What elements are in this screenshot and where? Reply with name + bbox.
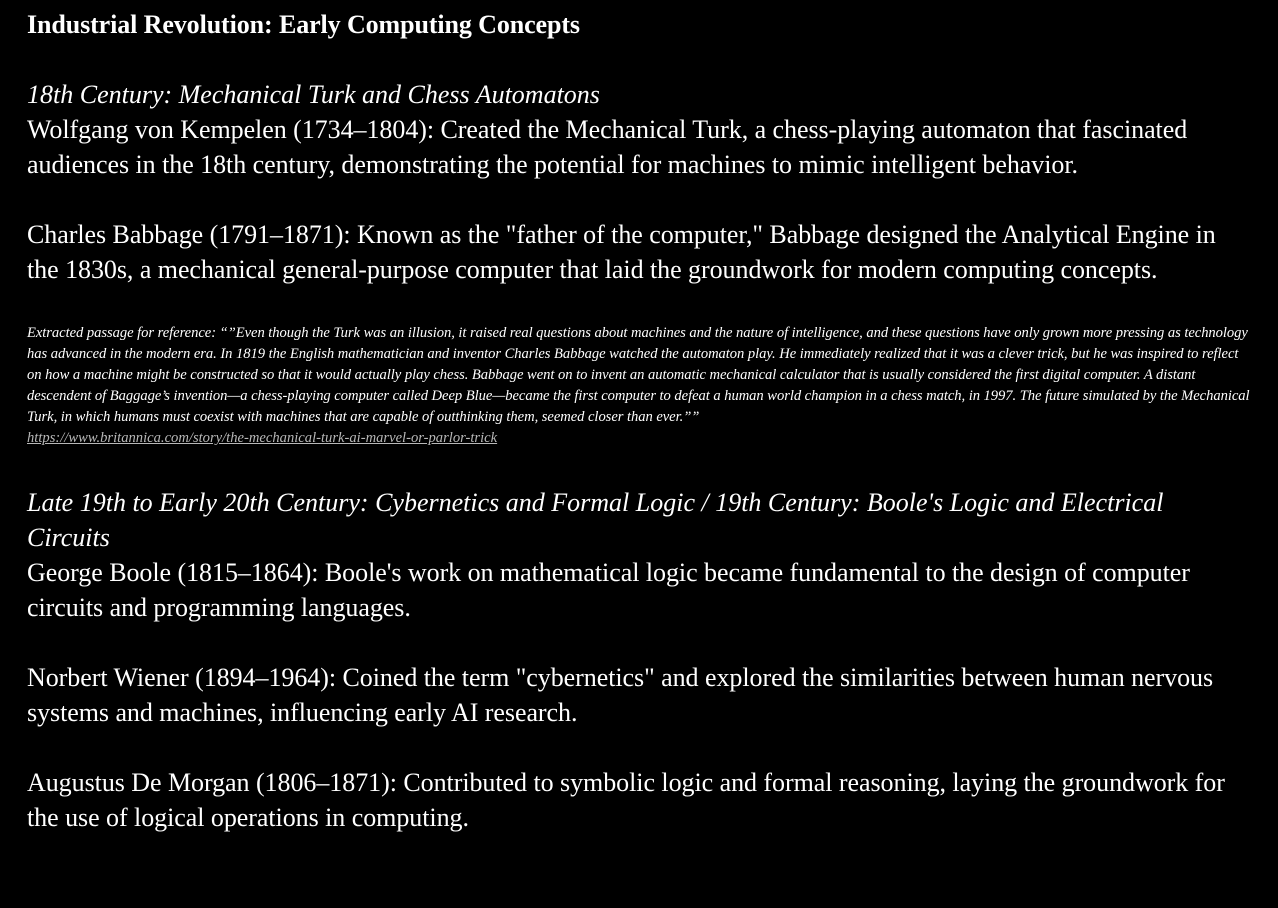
spacer: [27, 730, 1251, 765]
entry-de-morgan: Augustus De Morgan (1806–1871): Contributed to symbolic logic and formal reasoning, laying the groundwork for the use of logical operations in computing.: [27, 768, 1225, 833]
entry-wiener: Norbert Wiener (1894–1964): Coined the term "cybernetics" and explored the similarities between human nervous systems and machines, influencing early AI research.: [27, 663, 1214, 728]
entry-babbage: Charles Babbage (1791–1871): Known as the "father of the computer," Babbage designed the Analytical Engine in the 1830s, a mechanical general-purpose computer that laid the groundwork for modern computing concepts.: [27, 220, 1216, 284]
entry-von-kempelen: Wolfgang von Kempelen (1734–1804): Created the Mechanical Turk, a chess-playing automaton that fascinated audiences in the 18th century, demonstrating the potential for machines to mimic intelligent behavior.: [27, 115, 1188, 179]
spacer: [27, 449, 1251, 485]
section-heading-18th-century: 18th Century: Mechanical Turk and Chess Automatons: [27, 80, 600, 109]
reference-excerpt: Extracted passage for reference: “”Even though the Turk was an illusion, it raised real questions about machines and the nature of intelligence, and these questions have only grown more pressing as technology has advanced in the modern era. In 1819 the English mathematician and inventor Charles Babbage watched the automaton play. He immediately realized that it was a clever trick, but he was inspired to reflect on how a machine might be constructed so that it would actually play chess. Babbage went on to invent an automatic mechanical calculator that is usually considered the first digital computer. A distant descendent of Baggage’s invention—a chess-playing computer called Deep Blue—became the first computer to defeat a human world champion in a chess match, in 1997. The future simulated by the Mechanical Turk, in which humans must coexist with machines that are capable of outthinking them, seemed closer than ever.””: [27, 325, 1250, 426]
spacer: [27, 287, 1251, 323]
entry-boole: George Boole (1815–1864): Boole's work on mathematical logic became fundamental to the design of computer circuits and programming languages.: [27, 558, 1190, 623]
spacer: [27, 42, 1251, 77]
spacer: [27, 625, 1251, 660]
spacer: [27, 182, 1251, 217]
page-title: Industrial Revolution: Early Computing Concepts: [27, 10, 580, 39]
reference-link[interactable]: https://www.britannica.com/story/the-mechanical-turk-ai-marvel-or-parlor-trick: [27, 430, 498, 447]
section-heading-cybernetics-logic: Late 19th to Early 20th Century: Cybernetics and Formal Logic / 19th Century: Boole's Logic and Electrical Circuits: [27, 488, 1164, 553]
